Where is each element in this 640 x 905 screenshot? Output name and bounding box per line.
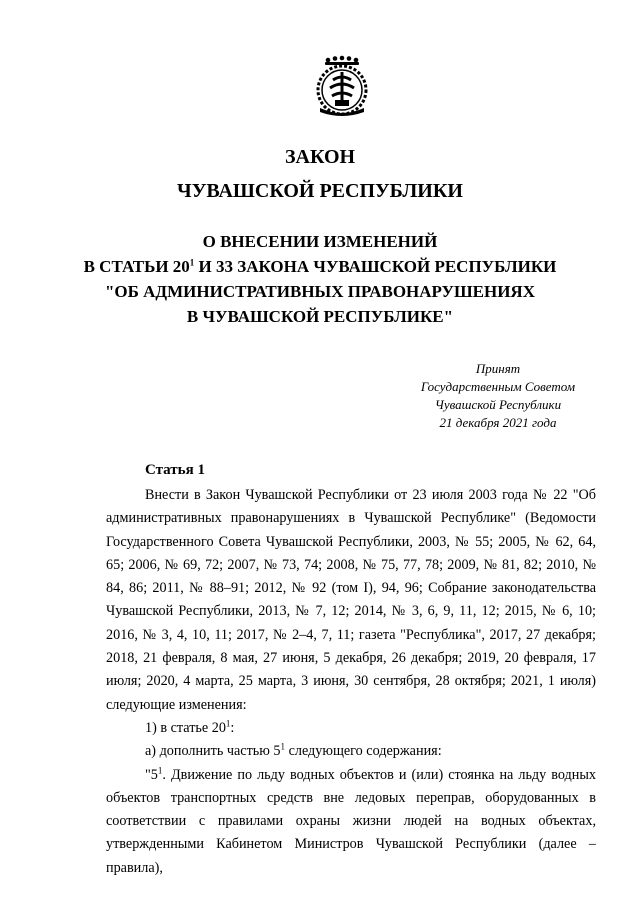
chuvash-republic-emblem-icon (311, 54, 373, 118)
law-title (0, 229, 640, 329)
article-heading: Статья 1 (145, 462, 205, 478)
article-intro-paragraph: Внести в Закон Чувашской Республики от 23 июля 2003 года № 22 "Об административных правонарушениях в Чувашской Республике" (Ведомости Государственного Совета Чувашской Республики, 2003, № 55; 2005, № 62, 64, 65; 2006, № 69, 72; 2007, № 73, 74; 2008, № 75, 77, 78; 2009, № 81, 82; 2010, № 84, 86; 2011, № 88–91; 2012, № 92 (том I), 94, 96; Собрание законодательства Чувашской Республики, 2013, № 7, 12; 2014, № 3, 6, 9, 11, 12; 2015, № 6, 10; 2016, № 3, 4, 10, 11; 2017, № 2–4, 7, 11; газета "Республика", 2017, 27 декабря; 2018, 21 февраля, 8 мая, 27 июня, 5 декабря, 26 декабря; 2019, 20 февраля, 17 июля; 2020, 4 марта, 25 марта, 3 июня, 30 сентября, 28 октября; 2021, 1 июля) следующие изменения: (106, 487, 596, 713)
republic-heading: ЧУВАШСКОЙ РЕСПУБЛИКИ (177, 180, 463, 202)
title-line-4: В ЧУВАШСКОЙ РЕСПУБЛИКЕ" (186, 307, 454, 326)
article-body (106, 484, 596, 880)
adoption-note (398, 360, 598, 432)
law-heading: ЗАКОН (284, 146, 356, 168)
quoted-part-paragraph: "$5^1$. Движение по льду водных объектов и (или) стоянка на льду водных объектов транспортных средств вне ледовых переправ, оборудованных в соответствии с правилами охраны жизни людей на водных объектах, утвержденными Кабинетом Министров Чувашской Республики (далее – правила), (106, 764, 596, 876)
title-line-3: "ОБ АДМИНИСТРАТИВНЫХ ПРАВОНАРУШЕНИЯХ (104, 282, 535, 301)
title-line-1: О ВНЕСЕНИИ ИЗМЕНЕНИЙ (202, 232, 438, 251)
adopted-line-4: 21 декабря 2021 года (439, 415, 557, 430)
title-line-2: В СТАТЬИ $20^1$ И 33 ЗАКОНА ЧУВАШСКОЙ РЕСПУБЛИКИ (83, 257, 557, 276)
adopted-line-2: Государственным Советом (420, 379, 576, 394)
title-superscript: 1 (189, 257, 195, 268)
item-a-paragraph: а) дополнить частью $5^1$ следующего содержания: (145, 741, 442, 760)
adopted-line-1: Принят (475, 361, 521, 376)
item-1-paragraph: 1) в статье $20^1$: (145, 718, 235, 736)
adopted-line-3: Чувашской Республики (434, 397, 562, 412)
